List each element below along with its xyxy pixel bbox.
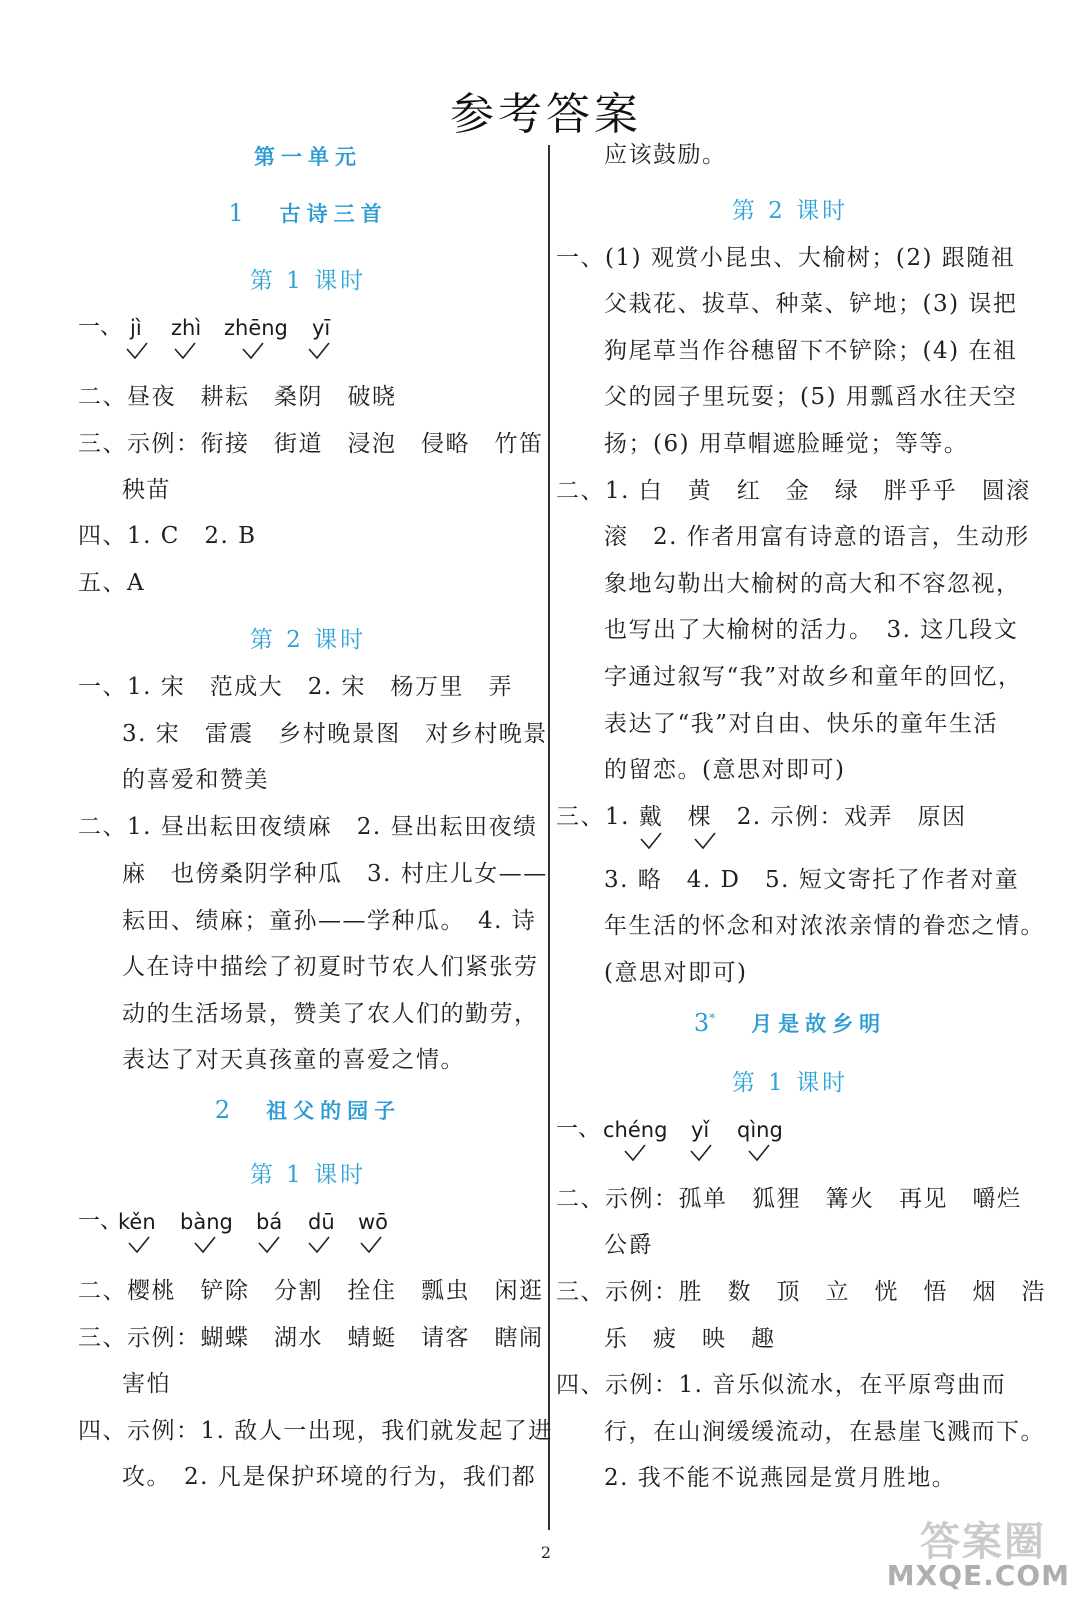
answer-line: 2. 我不能不说燕园是赏月胜地。	[604, 1465, 957, 1491]
lesson-number-value: 3	[693, 1009, 710, 1037]
watermark-url-text: MXQE.COM	[886, 1559, 1070, 1592]
answer-line: 二、1. 白 黄 红 金 绿 胖乎乎 圆滚	[556, 478, 1031, 504]
answer-line: 乐 疲 映 趣	[604, 1326, 776, 1352]
answer-line: 扬；(6) 用草帽遮脸睡觉；等等。	[604, 431, 969, 457]
answer-line: 狗尾草当作谷穗留下不铲除；(4) 在祖	[604, 338, 1018, 364]
period-heading: 第 2 课时	[249, 627, 367, 653]
answer-line: 的留恋。(意思对即可)	[604, 757, 846, 783]
pinyin-answer-row	[556, 1116, 1024, 1166]
question-label: 一、	[556, 1117, 601, 1142]
answer-line: 二、1. 昼出耘田夜绩麻 2. 昼出耘田夜绩	[78, 814, 538, 840]
check-icon	[694, 832, 716, 850]
pinyin-item: wō	[358, 1210, 389, 1234]
answer-line: 二、昼夜 耕耘 桑阴 破晓	[78, 384, 397, 410]
check-icon	[194, 1236, 216, 1254]
answer-line: 耘田、绩麻；童孙——学种瓜。 4. 诗	[122, 908, 537, 934]
answer-line: 表达了对天真孩童的喜爱之情。	[122, 1047, 465, 1073]
answer-line: 的喜爱和赞美	[122, 767, 269, 793]
lesson-name: 古诗三首	[279, 202, 388, 226]
check-icon	[126, 342, 148, 360]
lesson-name: 月是故乡明	[751, 1012, 887, 1036]
pinyin-item: zhēng	[224, 316, 288, 340]
answer-line: 年生活的怀念和对浓浓亲情的眷恋之情。	[604, 913, 1045, 939]
period-heading: 第 2 课时	[731, 198, 849, 224]
optional-lesson-mark: *	[709, 1011, 716, 1025]
page-title: 参考答案	[450, 89, 642, 140]
pinyin-item: chéng	[603, 1118, 668, 1142]
check-icon	[748, 1144, 770, 1162]
answer-line: 父的园子里玩耍；(5) 用瓢舀水往天空	[604, 384, 1018, 410]
answer-line: 3. 宋 雷震 乡村晚景图 对乡村晚景	[122, 721, 548, 747]
question-label: 一、	[78, 1209, 123, 1234]
check-icon	[360, 1236, 382, 1254]
column-divider	[548, 145, 550, 1530]
pinyin-answer-row	[78, 314, 538, 364]
answer-line: 象地勾勒出大榆树的高大和不容忽视，	[604, 571, 1021, 597]
answer-line: 一、1. 宋 范成大 2. 宋 杨万里 弄	[78, 674, 514, 700]
answer-line: 麻 也傍桑阴学种瓜 3. 村庄儿女——	[122, 861, 548, 887]
answer-line: 二、示例：孤单 狐狸 篝火 再见 嚼烂	[556, 1186, 1022, 1212]
answer-line: 三、示例：胜 数 顶 立 恍 悟 烟 浩	[556, 1279, 1046, 1305]
answer-line: 四、示例：1. 敌人一出现，我们就发起了进	[78, 1418, 553, 1444]
check-icon	[624, 1144, 646, 1162]
check-icon	[308, 1236, 330, 1254]
pinyin-item: jì	[130, 316, 142, 340]
question-label: 一、	[78, 315, 123, 340]
pinyin-item: kěn	[118, 1210, 156, 1234]
unit-heading: 第一单元	[254, 145, 362, 169]
period-heading: 第 1 课时	[249, 268, 367, 294]
pinyin-item: qìng	[737, 1118, 783, 1142]
lesson-number: 1	[228, 199, 244, 227]
lesson-heading-1	[78, 198, 538, 228]
check-icon	[258, 1236, 280, 1254]
answer-line: 动的生活场景，赞美了农人们的勤劳，	[122, 1001, 539, 1027]
period-heading: 第 1 课时	[731, 1070, 849, 1096]
lesson-name: 祖父的园子	[266, 1099, 402, 1123]
pinyin-answer-row	[78, 1208, 538, 1258]
answer-line: 攻。 2. 凡是保护环境的行为，我们都	[122, 1464, 537, 1490]
answer-line: 四、1. C 2. B	[78, 523, 257, 549]
site-watermark	[882, 1510, 1070, 1592]
answer-line: 二、樱桃 铲除 分割 拴住 瓢虫 闲逛	[78, 1278, 544, 1304]
answer-line: 三、示例：衔接 街道 浸泡 侵略 竹笛	[78, 431, 544, 457]
answer-line: 五、A	[78, 570, 146, 596]
answer-line: 秧苗	[122, 477, 171, 503]
pinyin-item: dū	[308, 1210, 335, 1234]
check-icon	[128, 1236, 150, 1254]
answer-line: 滚 2. 作者用富有诗意的语言，生动形	[604, 524, 1030, 550]
check-icon	[690, 1144, 712, 1162]
answer-line: 人在诗中描绘了初夏时节农人们紧张劳	[122, 954, 539, 980]
check-icon	[640, 832, 662, 850]
check-icon	[308, 342, 330, 360]
answer-line: (意思对即可)	[604, 960, 748, 986]
answer-line: 父栽花、拔草、种菜、铲地；(3) 误把	[604, 291, 1018, 317]
lesson-number	[694, 1009, 715, 1037]
answer-line: 一、(1) 观赏小昆虫、大榆树；(2) 跟随祖	[556, 245, 1016, 271]
pinyin-item: bàng	[180, 1210, 233, 1234]
answer-line: 害怕	[122, 1371, 171, 1397]
lesson-heading-3	[556, 1008, 1024, 1038]
answer-line: 也写出了大榆树的活力。 3. 这几段文	[604, 617, 1019, 643]
answer-line: 三、示例：蝴蝶 湖水 蜻蜓 请客 瞎闹	[78, 1325, 544, 1351]
pinyin-item: yǐ	[691, 1118, 710, 1142]
answer-line: 行，在山涧缓缓流动，在悬崖飞溅而下。	[604, 1419, 1045, 1445]
period-heading: 第 1 课时	[249, 1162, 367, 1188]
pinyin-item: yī	[312, 316, 331, 340]
answer-line: 三、1. 戴 棵 2. 示例：戏弄 原因	[556, 804, 967, 830]
lesson-number: 2	[214, 1096, 231, 1124]
page-number: 2	[540, 1543, 552, 1562]
lesson-heading-2	[78, 1095, 538, 1125]
answer-line: 四、示例：1. 音乐似流水，在平原弯曲而	[556, 1372, 1007, 1398]
answer-line: 应该鼓励。	[604, 142, 727, 168]
pinyin-item: zhì	[171, 316, 202, 340]
check-icon	[174, 342, 196, 360]
pinyin-item: bá	[256, 1210, 283, 1234]
answer-line: 表达了“我”对自由、快乐的童年生活	[604, 711, 999, 737]
watermark-logo-text: 答案圈	[920, 1519, 1046, 1565]
answer-line: 公爵	[604, 1232, 653, 1258]
check-icon	[242, 342, 264, 360]
answer-line: 字通过叙写“我”对故乡和童年的回忆，	[604, 664, 1023, 690]
answer-line: 3. 略 4. D 5. 短文寄托了作者对童	[604, 867, 1020, 893]
